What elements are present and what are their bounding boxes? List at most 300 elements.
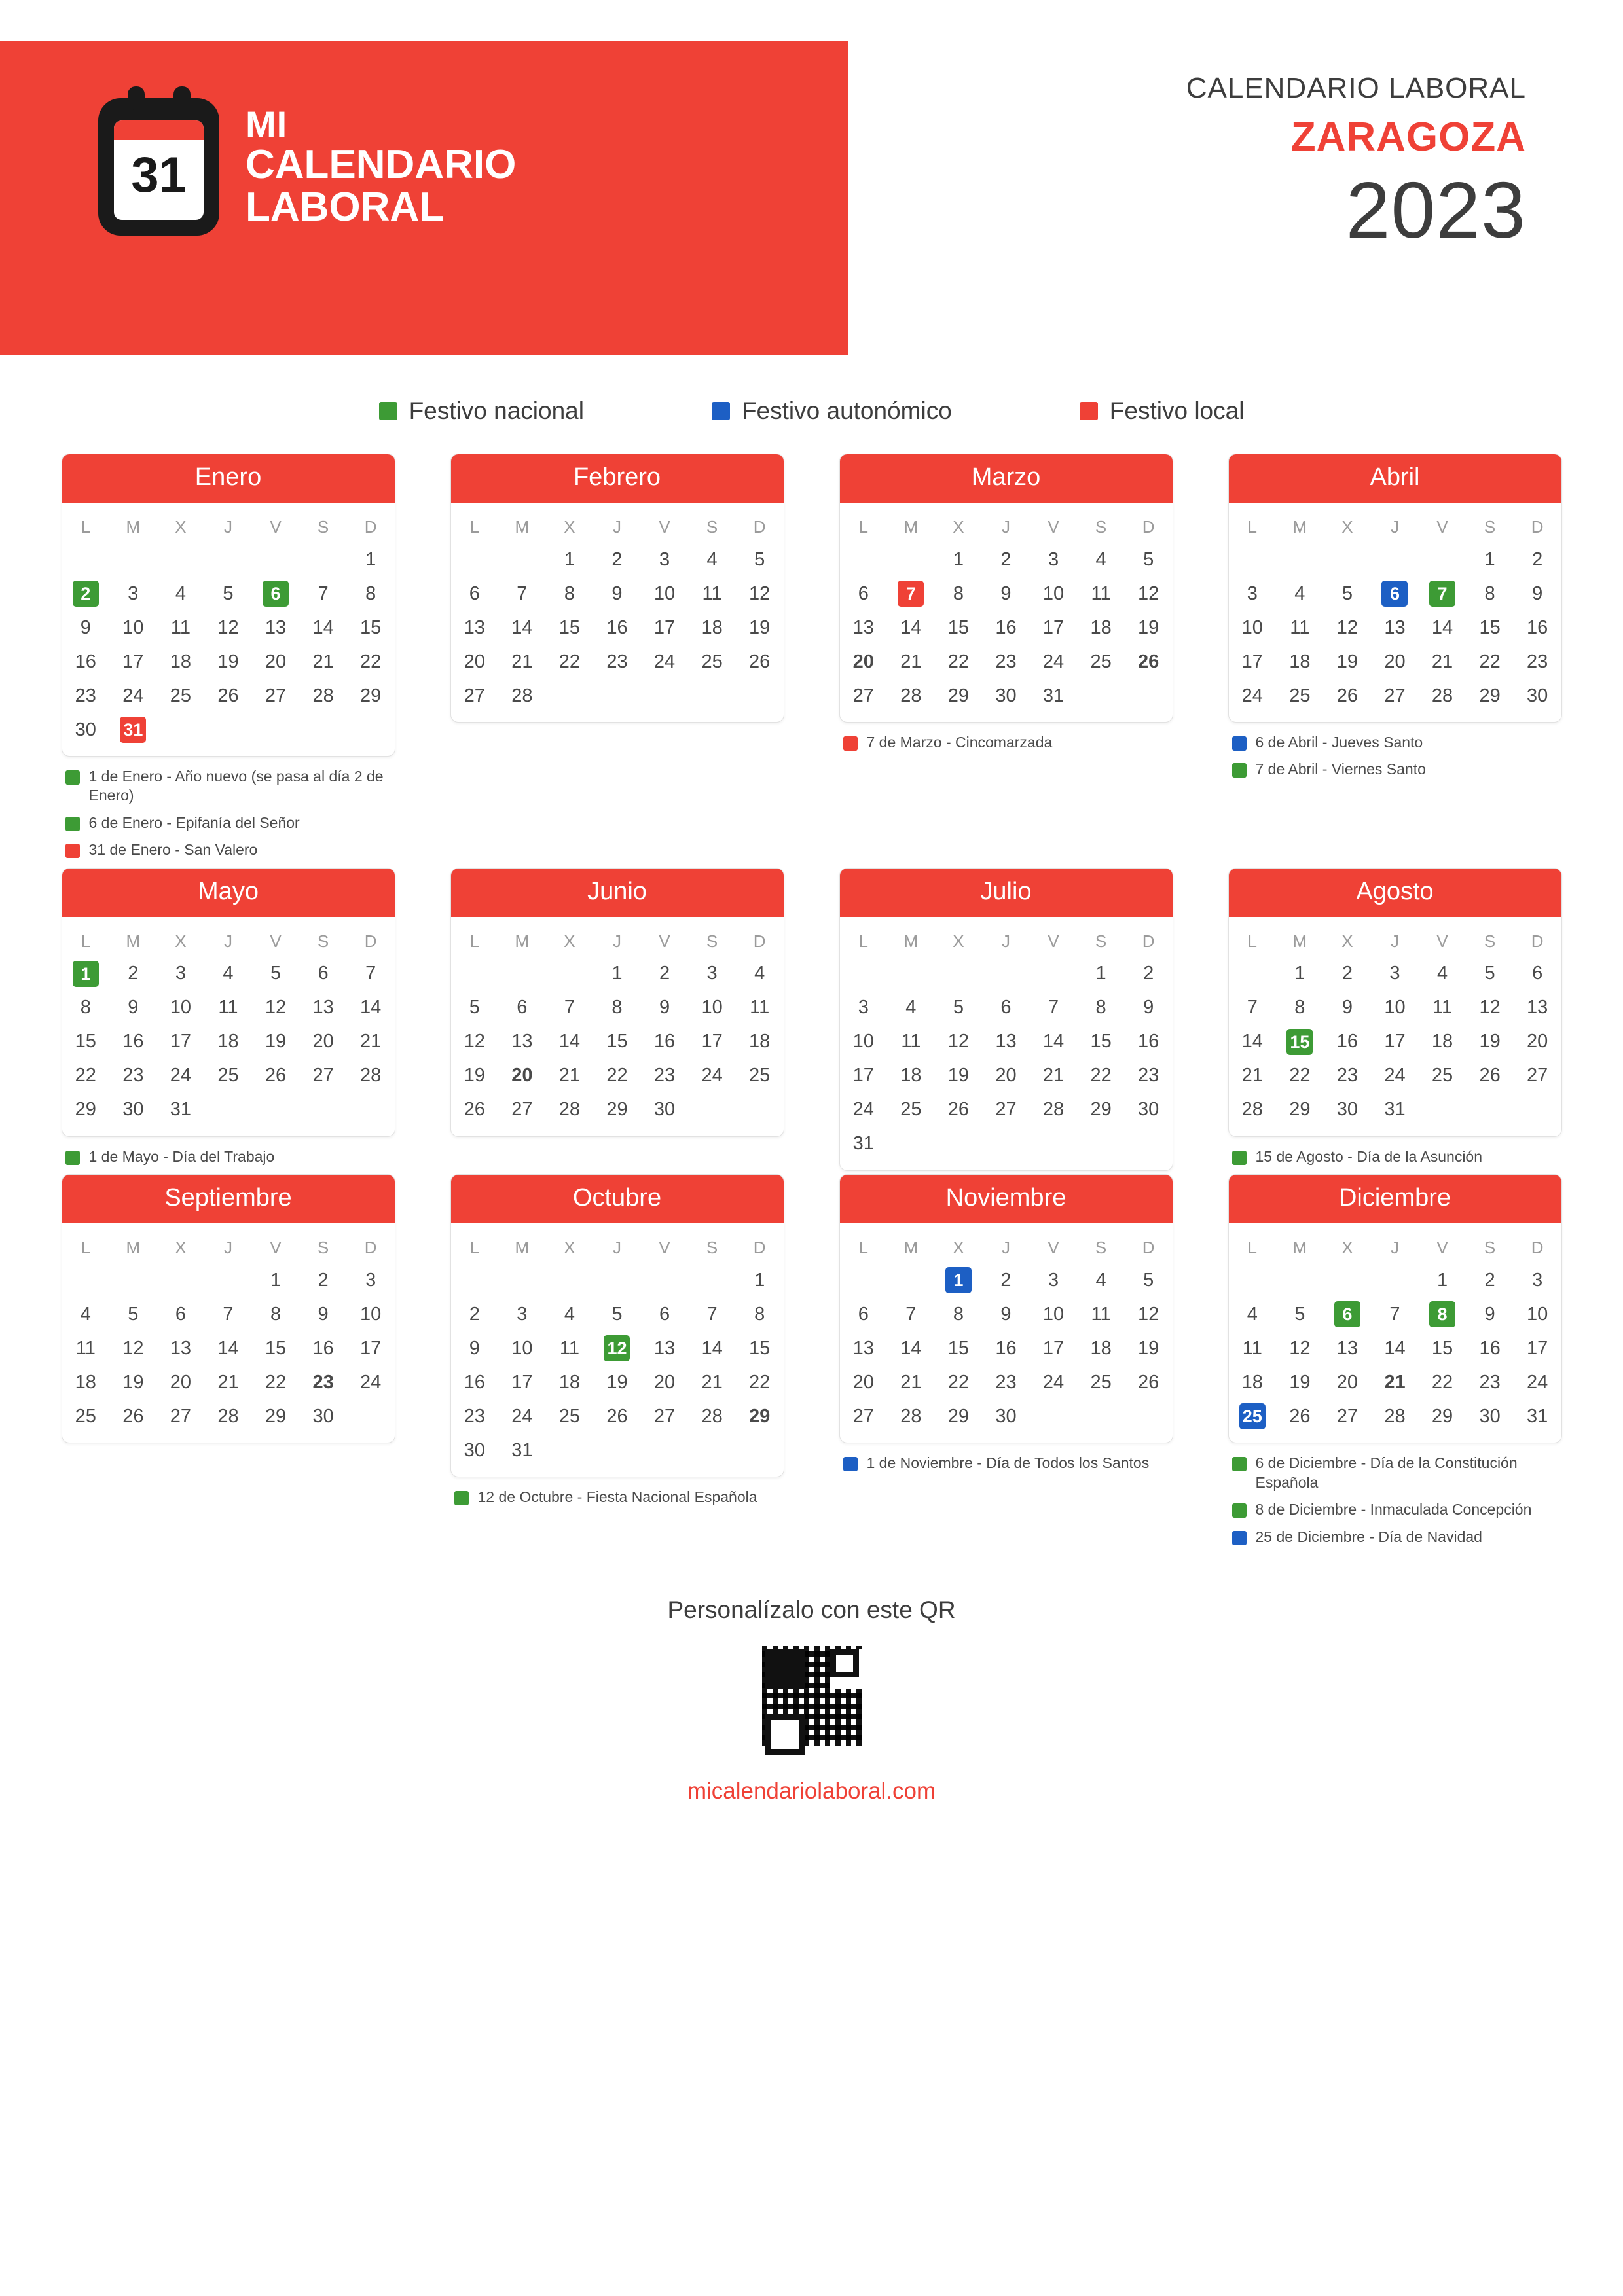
day-cell[interactable]: 30	[122, 1099, 144, 1121]
day-cell[interactable]: 16	[1138, 1031, 1159, 1052]
day-cell[interactable]: 6	[858, 583, 869, 604]
day-cell[interactable]: 23	[1138, 1065, 1159, 1086]
day-cell[interactable]: 15	[360, 617, 382, 638]
day-cell[interactable]: 26	[1289, 1405, 1311, 1427]
day-cell[interactable]: 23	[1336, 1065, 1359, 1086]
day-cell[interactable]: 3	[128, 583, 139, 604]
day-cell[interactable]: 18	[75, 1371, 96, 1393]
holiday-day[interactable]	[887, 577, 935, 611]
day-cell[interactable]: 2	[469, 1303, 480, 1325]
day-cell[interactable]: 26	[749, 651, 771, 672]
day-cell[interactable]: 10	[1042, 583, 1065, 604]
day-cell[interactable]: 16	[1479, 1337, 1501, 1359]
day-cell[interactable]: 16	[606, 617, 628, 638]
day-cell[interactable]: 25	[170, 685, 192, 706]
day-cell[interactable]: 23	[122, 1065, 144, 1086]
day-cell[interactable]: 27	[1527, 1065, 1548, 1086]
day-cell[interactable]: 16	[75, 651, 96, 672]
day-cell[interactable]: 29	[749, 1405, 771, 1427]
day-cell[interactable]: 31	[1384, 1099, 1406, 1121]
day-cell[interactable]: 19	[217, 651, 239, 672]
day-cell[interactable]: 3	[858, 997, 869, 1018]
day-cell[interactable]: 24	[653, 651, 676, 672]
day-cell[interactable]: 17	[852, 1065, 874, 1086]
day-cell[interactable]: 5	[128, 1303, 139, 1325]
day-cell[interactable]: 5	[270, 963, 282, 984]
day-cell[interactable]: 10	[1241, 617, 1263, 638]
day-cell[interactable]: 18	[217, 1031, 239, 1052]
day-cell[interactable]: 11	[559, 1337, 579, 1359]
day-cell[interactable]: 17	[653, 617, 676, 638]
day-cell[interactable]: 18	[170, 651, 192, 672]
day-cell[interactable]: 27	[511, 1099, 533, 1121]
day-cell[interactable]: 17	[170, 1031, 192, 1052]
day-cell[interactable]: 16	[995, 1337, 1017, 1359]
day-cell[interactable]: 21	[1431, 651, 1453, 672]
day-cell[interactable]: 21	[558, 1065, 581, 1086]
day-cell[interactable]: 22	[558, 651, 581, 672]
day-cell[interactable]: 17	[1527, 1337, 1548, 1359]
day-cell[interactable]: 20	[264, 651, 287, 672]
day-cell[interactable]: 2	[1532, 548, 1543, 570]
day-cell[interactable]: 1	[365, 548, 376, 570]
day-cell[interactable]: 20	[1527, 1031, 1548, 1052]
day-cell[interactable]: 30	[1138, 1099, 1159, 1121]
day-cell[interactable]: 5	[1143, 1269, 1154, 1291]
day-cell[interactable]: 9	[1143, 997, 1154, 1018]
day-cell[interactable]: 22	[1289, 1065, 1311, 1086]
day-cell[interactable]: 2	[1143, 963, 1154, 984]
day-cell[interactable]: 28	[1042, 1099, 1065, 1121]
day-cell[interactable]: 19	[1138, 617, 1159, 638]
day-cell[interactable]: 22	[360, 651, 382, 672]
day-cell[interactable]: 3	[1048, 548, 1059, 570]
day-cell[interactable]: 25	[749, 1065, 771, 1086]
day-cell[interactable]: 29	[264, 1405, 287, 1427]
day-cell[interactable]: 6	[1532, 963, 1543, 984]
day-cell[interactable]: 2	[1341, 963, 1353, 984]
day-cell[interactable]: 25	[75, 1405, 96, 1427]
day-cell[interactable]: 4	[1247, 1303, 1258, 1325]
day-cell[interactable]: 8	[754, 1303, 765, 1325]
day-cell[interactable]: 7	[318, 583, 329, 604]
day-cell[interactable]: 14	[558, 1031, 581, 1052]
day-cell[interactable]: 5	[469, 997, 480, 1018]
day-cell[interactable]: 12	[1336, 617, 1359, 638]
day-cell[interactable]: 4	[905, 997, 917, 1018]
day-cell[interactable]: 5	[953, 997, 964, 1018]
day-cell[interactable]: 16	[1527, 617, 1548, 638]
day-cell[interactable]: 24	[170, 1065, 192, 1086]
day-cell[interactable]: 17	[511, 1371, 533, 1393]
day-cell[interactable]: 1	[564, 548, 575, 570]
day-cell[interactable]: 24	[1241, 685, 1263, 706]
day-cell[interactable]: 20	[312, 1031, 334, 1052]
day-cell[interactable]: 29	[1289, 1099, 1311, 1121]
day-cell[interactable]: 21	[900, 1371, 922, 1393]
day-cell[interactable]: 9	[1532, 583, 1543, 604]
day-cell[interactable]: 21	[1042, 1065, 1065, 1086]
day-cell[interactable]: 12	[1479, 997, 1501, 1018]
day-cell[interactable]: 11	[1091, 1303, 1111, 1325]
holiday-day[interactable]	[1229, 1399, 1277, 1433]
day-cell[interactable]: 10	[701, 997, 723, 1018]
day-cell[interactable]: 27	[312, 1065, 334, 1086]
holiday-day[interactable]	[1419, 1297, 1467, 1331]
day-cell[interactable]: 31	[170, 1099, 192, 1121]
day-cell[interactable]: 30	[312, 1405, 334, 1427]
day-cell[interactable]: 27	[464, 685, 485, 706]
day-cell[interactable]: 13	[464, 617, 485, 638]
day-cell[interactable]: 24	[360, 1371, 382, 1393]
day-cell[interactable]: 12	[217, 617, 239, 638]
day-cell[interactable]: 27	[995, 1099, 1017, 1121]
day-cell[interactable]: 22	[1090, 1065, 1112, 1086]
day-cell[interactable]: 4	[706, 548, 718, 570]
day-cell[interactable]: 30	[1527, 685, 1548, 706]
day-cell[interactable]: 24	[701, 1065, 723, 1086]
day-cell[interactable]: 16	[122, 1031, 144, 1052]
holiday-day[interactable]	[62, 577, 110, 611]
day-cell[interactable]: 4	[1095, 1269, 1106, 1291]
day-cell[interactable]: 20	[995, 1065, 1017, 1086]
day-cell[interactable]: 29	[947, 685, 970, 706]
day-cell[interactable]: 19	[1138, 1337, 1159, 1359]
day-cell[interactable]: 28	[558, 1099, 581, 1121]
day-cell[interactable]: 24	[1384, 1065, 1406, 1086]
day-cell[interactable]: 9	[318, 1303, 329, 1325]
day-cell[interactable]: 20	[1384, 651, 1406, 672]
day-cell[interactable]: 30	[995, 1405, 1017, 1427]
day-cell[interactable]: 24	[1042, 1371, 1065, 1393]
day-cell[interactable]: 3	[1247, 583, 1258, 604]
holiday-day[interactable]	[1276, 1025, 1324, 1059]
day-cell[interactable]: 19	[1336, 651, 1359, 672]
day-cell[interactable]: 24	[122, 685, 144, 706]
day-cell[interactable]: 10	[1042, 1303, 1065, 1325]
day-cell[interactable]: 23	[995, 651, 1017, 672]
day-cell[interactable]: 7	[905, 1303, 917, 1325]
day-cell[interactable]: 7	[1048, 997, 1059, 1018]
day-cell[interactable]: 10	[653, 583, 676, 604]
day-cell[interactable]: 7	[517, 583, 528, 604]
day-cell[interactable]: 22	[1479, 651, 1501, 672]
day-cell[interactable]: 15	[1090, 1031, 1112, 1052]
day-cell[interactable]: 9	[1000, 1303, 1012, 1325]
day-cell[interactable]: 18	[558, 1371, 581, 1393]
day-cell[interactable]: 12	[464, 1031, 485, 1052]
day-cell[interactable]: 22	[1431, 1371, 1453, 1393]
day-cell[interactable]: 28	[1384, 1405, 1406, 1427]
day-cell[interactable]: 7	[1247, 997, 1258, 1018]
day-cell[interactable]: 3	[175, 963, 186, 984]
day-cell[interactable]: 15	[264, 1337, 287, 1359]
day-cell[interactable]: 9	[80, 617, 91, 638]
day-cell[interactable]: 29	[606, 1099, 628, 1121]
day-cell[interactable]: 5	[1341, 583, 1353, 604]
day-cell[interactable]: 25	[1090, 651, 1112, 672]
day-cell[interactable]: 14	[1384, 1337, 1406, 1359]
holiday-day[interactable]	[1419, 577, 1467, 611]
day-cell[interactable]: 10	[1384, 997, 1406, 1018]
day-cell[interactable]: 7	[223, 1303, 234, 1325]
day-cell[interactable]: 16	[1336, 1031, 1359, 1052]
day-cell[interactable]: 14	[511, 617, 533, 638]
day-cell[interactable]: 1	[1484, 548, 1495, 570]
day-cell[interactable]: 31	[852, 1133, 874, 1155]
day-cell[interactable]: 24	[1042, 651, 1065, 672]
day-cell[interactable]: 7	[365, 963, 376, 984]
day-cell[interactable]: 14	[900, 1337, 922, 1359]
day-cell[interactable]: 21	[1384, 1371, 1406, 1393]
day-cell[interactable]: 4	[1436, 963, 1448, 984]
day-cell[interactable]: 7	[564, 997, 575, 1018]
day-cell[interactable]: 30	[1336, 1099, 1359, 1121]
day-cell[interactable]: 21	[900, 651, 922, 672]
day-cell[interactable]: 23	[312, 1371, 334, 1393]
day-cell[interactable]: 5	[1294, 1303, 1305, 1325]
day-cell[interactable]: 20	[511, 1065, 533, 1086]
day-cell[interactable]: 28	[701, 1405, 723, 1427]
day-cell[interactable]: 10	[360, 1303, 382, 1325]
day-cell[interactable]: 13	[852, 1337, 874, 1359]
day-cell[interactable]: 23	[464, 1405, 485, 1427]
day-cell[interactable]: 1	[953, 548, 964, 570]
day-cell[interactable]: 6	[659, 1303, 670, 1325]
day-cell[interactable]: 3	[517, 1303, 528, 1325]
day-cell[interactable]: 11	[1242, 1337, 1262, 1359]
day-cell[interactable]: 4	[175, 583, 186, 604]
day-cell[interactable]: 17	[360, 1337, 382, 1359]
day-cell[interactable]: 15	[606, 1031, 628, 1052]
day-cell[interactable]: 24	[852, 1099, 874, 1121]
day-cell[interactable]: 3	[1389, 963, 1400, 984]
day-cell[interactable]: 22	[606, 1065, 628, 1086]
day-cell[interactable]: 4	[223, 963, 234, 984]
day-cell[interactable]: 18	[1241, 1371, 1263, 1393]
day-cell[interactable]: 11	[901, 1031, 921, 1052]
day-cell[interactable]: 14	[217, 1337, 239, 1359]
day-cell[interactable]: 1	[611, 963, 623, 984]
day-cell[interactable]: 26	[606, 1405, 628, 1427]
day-cell[interactable]: 12	[1138, 583, 1159, 604]
day-cell[interactable]: 31	[511, 1439, 533, 1461]
day-cell[interactable]: 21	[312, 651, 334, 672]
day-cell[interactable]: 25	[217, 1065, 239, 1086]
day-cell[interactable]: 7	[1389, 1303, 1400, 1325]
day-cell[interactable]: 9	[128, 997, 139, 1018]
day-cell[interactable]: 29	[360, 685, 382, 706]
day-cell[interactable]: 4	[1294, 583, 1305, 604]
day-cell[interactable]: 25	[900, 1099, 922, 1121]
day-cell[interactable]: 14	[701, 1337, 723, 1359]
day-cell[interactable]: 28	[511, 685, 533, 706]
day-cell[interactable]: 28	[360, 1065, 382, 1086]
day-cell[interactable]: 20	[170, 1371, 192, 1393]
day-cell[interactable]: 18	[1431, 1031, 1453, 1052]
day-cell[interactable]: 6	[858, 1303, 869, 1325]
day-cell[interactable]: 3	[1048, 1269, 1059, 1291]
day-cell[interactable]: 21	[217, 1371, 239, 1393]
day-cell[interactable]: 21	[360, 1031, 382, 1052]
holiday-day[interactable]	[1371, 577, 1419, 611]
day-cell[interactable]: 17	[1384, 1031, 1406, 1052]
day-cell[interactable]: 28	[1431, 685, 1453, 706]
day-cell[interactable]: 22	[749, 1371, 771, 1393]
day-cell[interactable]: 19	[947, 1065, 970, 1086]
day-cell[interactable]: 15	[1431, 1337, 1453, 1359]
day-cell[interactable]: 28	[312, 685, 334, 706]
day-cell[interactable]: 14	[1431, 617, 1453, 638]
day-cell[interactable]: 4	[564, 1303, 575, 1325]
day-cell[interactable]: 8	[1095, 997, 1106, 1018]
day-cell[interactable]: 1	[1095, 963, 1106, 984]
day-cell[interactable]: 11	[170, 617, 191, 638]
day-cell[interactable]: 16	[995, 617, 1017, 638]
day-cell[interactable]: 24	[511, 1405, 533, 1427]
day-cell[interactable]: 19	[606, 1371, 628, 1393]
day-cell[interactable]: 28	[900, 685, 922, 706]
day-cell[interactable]: 4	[80, 1303, 91, 1325]
day-cell[interactable]: 26	[1479, 1065, 1501, 1086]
day-cell[interactable]: 21	[511, 651, 533, 672]
holiday-day[interactable]	[1324, 1297, 1372, 1331]
day-cell[interactable]: 15	[1479, 617, 1501, 638]
day-cell[interactable]: 3	[659, 548, 670, 570]
day-cell[interactable]: 30	[1479, 1405, 1501, 1427]
day-cell[interactable]: 19	[749, 617, 771, 638]
day-cell[interactable]: 26	[1336, 685, 1359, 706]
day-cell[interactable]: 9	[1484, 1303, 1495, 1325]
day-cell[interactable]: 12	[1138, 1303, 1159, 1325]
day-cell[interactable]: 2	[1000, 1269, 1012, 1291]
day-cell[interactable]: 31	[1042, 685, 1065, 706]
day-cell[interactable]: 27	[1384, 685, 1406, 706]
day-cell[interactable]: 13	[852, 617, 874, 638]
day-cell[interactable]: 6	[469, 583, 480, 604]
day-cell[interactable]: 19	[464, 1065, 485, 1086]
day-cell[interactable]: 17	[1042, 617, 1065, 638]
day-cell[interactable]: 30	[653, 1099, 676, 1121]
day-cell[interactable]: 17	[122, 651, 144, 672]
day-cell[interactable]: 27	[852, 685, 874, 706]
day-cell[interactable]: 13	[1384, 617, 1406, 638]
day-cell[interactable]: 14	[1241, 1031, 1263, 1052]
day-cell[interactable]: 17	[1042, 1337, 1065, 1359]
day-cell[interactable]: 13	[312, 997, 334, 1018]
day-cell[interactable]: 17	[701, 1031, 723, 1052]
day-cell[interactable]: 25	[1289, 685, 1311, 706]
day-cell[interactable]: 5	[1143, 548, 1154, 570]
day-cell[interactable]: 16	[464, 1371, 485, 1393]
day-cell[interactable]: 22	[75, 1065, 96, 1086]
day-cell[interactable]: 2	[1000, 548, 1012, 570]
day-cell[interactable]: 17	[1241, 651, 1263, 672]
day-cell[interactable]: 12	[1289, 1337, 1311, 1359]
day-cell[interactable]: 20	[464, 651, 485, 672]
day-cell[interactable]: 8	[953, 1303, 964, 1325]
day-cell[interactable]: 1	[754, 1269, 765, 1291]
day-cell[interactable]: 9	[1000, 583, 1012, 604]
day-cell[interactable]: 23	[606, 651, 628, 672]
day-cell[interactable]: 3	[706, 963, 718, 984]
day-cell[interactable]: 2	[659, 963, 670, 984]
day-cell[interactable]: 29	[947, 1405, 970, 1427]
day-cell[interactable]: 1	[1294, 963, 1305, 984]
day-cell[interactable]: 10	[170, 997, 192, 1018]
day-cell[interactable]: 28	[900, 1405, 922, 1427]
day-cell[interactable]: 14	[1042, 1031, 1065, 1052]
day-cell[interactable]: 26	[947, 1099, 970, 1121]
day-cell[interactable]: 14	[360, 997, 382, 1018]
day-cell[interactable]: 8	[365, 583, 376, 604]
day-cell[interactable]: 2	[318, 1269, 329, 1291]
day-cell[interactable]: 25	[558, 1405, 581, 1427]
day-cell[interactable]: 19	[264, 1031, 287, 1052]
day-cell[interactable]: 13	[511, 1031, 533, 1052]
day-cell[interactable]: 18	[1090, 1337, 1112, 1359]
day-cell[interactable]: 16	[653, 1031, 676, 1052]
day-cell[interactable]: 29	[1479, 685, 1501, 706]
day-cell[interactable]: 3	[1532, 1269, 1543, 1291]
day-cell[interactable]: 12	[749, 583, 771, 604]
holiday-day[interactable]	[935, 1263, 983, 1297]
day-cell[interactable]: 4	[754, 963, 765, 984]
day-cell[interactable]: 22	[947, 1371, 970, 1393]
day-cell[interactable]: 29	[1431, 1405, 1453, 1427]
day-cell[interactable]: 27	[170, 1405, 192, 1427]
day-cell[interactable]: 2	[1484, 1269, 1495, 1291]
day-cell[interactable]: 12	[264, 997, 287, 1018]
day-cell[interactable]: 20	[852, 1371, 874, 1393]
day-cell[interactable]: 9	[469, 1337, 480, 1359]
day-cell[interactable]: 6	[1000, 997, 1012, 1018]
day-cell[interactable]: 26	[1138, 651, 1159, 672]
day-cell[interactable]: 8	[1484, 583, 1495, 604]
day-cell[interactable]: 31	[1527, 1405, 1548, 1427]
day-cell[interactable]: 19	[1289, 1371, 1311, 1393]
day-cell[interactable]: 1	[1436, 1269, 1448, 1291]
holiday-day[interactable]	[109, 713, 157, 747]
day-cell[interactable]: 2	[611, 548, 623, 570]
day-cell[interactable]: 11	[702, 583, 722, 604]
day-cell[interactable]: 28	[217, 1405, 239, 1427]
holiday-day[interactable]	[252, 577, 300, 611]
day-cell[interactable]: 8	[1294, 997, 1305, 1018]
day-cell[interactable]: 5	[223, 583, 234, 604]
day-cell[interactable]: 15	[947, 1337, 970, 1359]
day-cell[interactable]: 8	[80, 997, 91, 1018]
day-cell[interactable]: 6	[175, 1303, 186, 1325]
day-cell[interactable]: 8	[953, 583, 964, 604]
day-cell[interactable]: 8	[270, 1303, 282, 1325]
day-cell[interactable]: 27	[653, 1405, 676, 1427]
day-cell[interactable]: 15	[75, 1031, 96, 1052]
day-cell[interactable]: 23	[1527, 651, 1548, 672]
day-cell[interactable]: 2	[128, 963, 139, 984]
day-cell[interactable]: 14	[900, 617, 922, 638]
website-link[interactable]: micalendariolaboral.com	[687, 1778, 936, 1804]
day-cell[interactable]: 27	[264, 685, 287, 706]
day-cell[interactable]: 13	[995, 1031, 1017, 1052]
day-cell[interactable]: 11	[218, 997, 238, 1018]
day-cell[interactable]: 26	[264, 1065, 287, 1086]
day-cell[interactable]: 15	[947, 617, 970, 638]
day-cell[interactable]: 22	[947, 651, 970, 672]
day-cell[interactable]: 13	[653, 1337, 676, 1359]
day-cell[interactable]: 4	[1095, 548, 1106, 570]
day-cell[interactable]: 12	[122, 1337, 144, 1359]
